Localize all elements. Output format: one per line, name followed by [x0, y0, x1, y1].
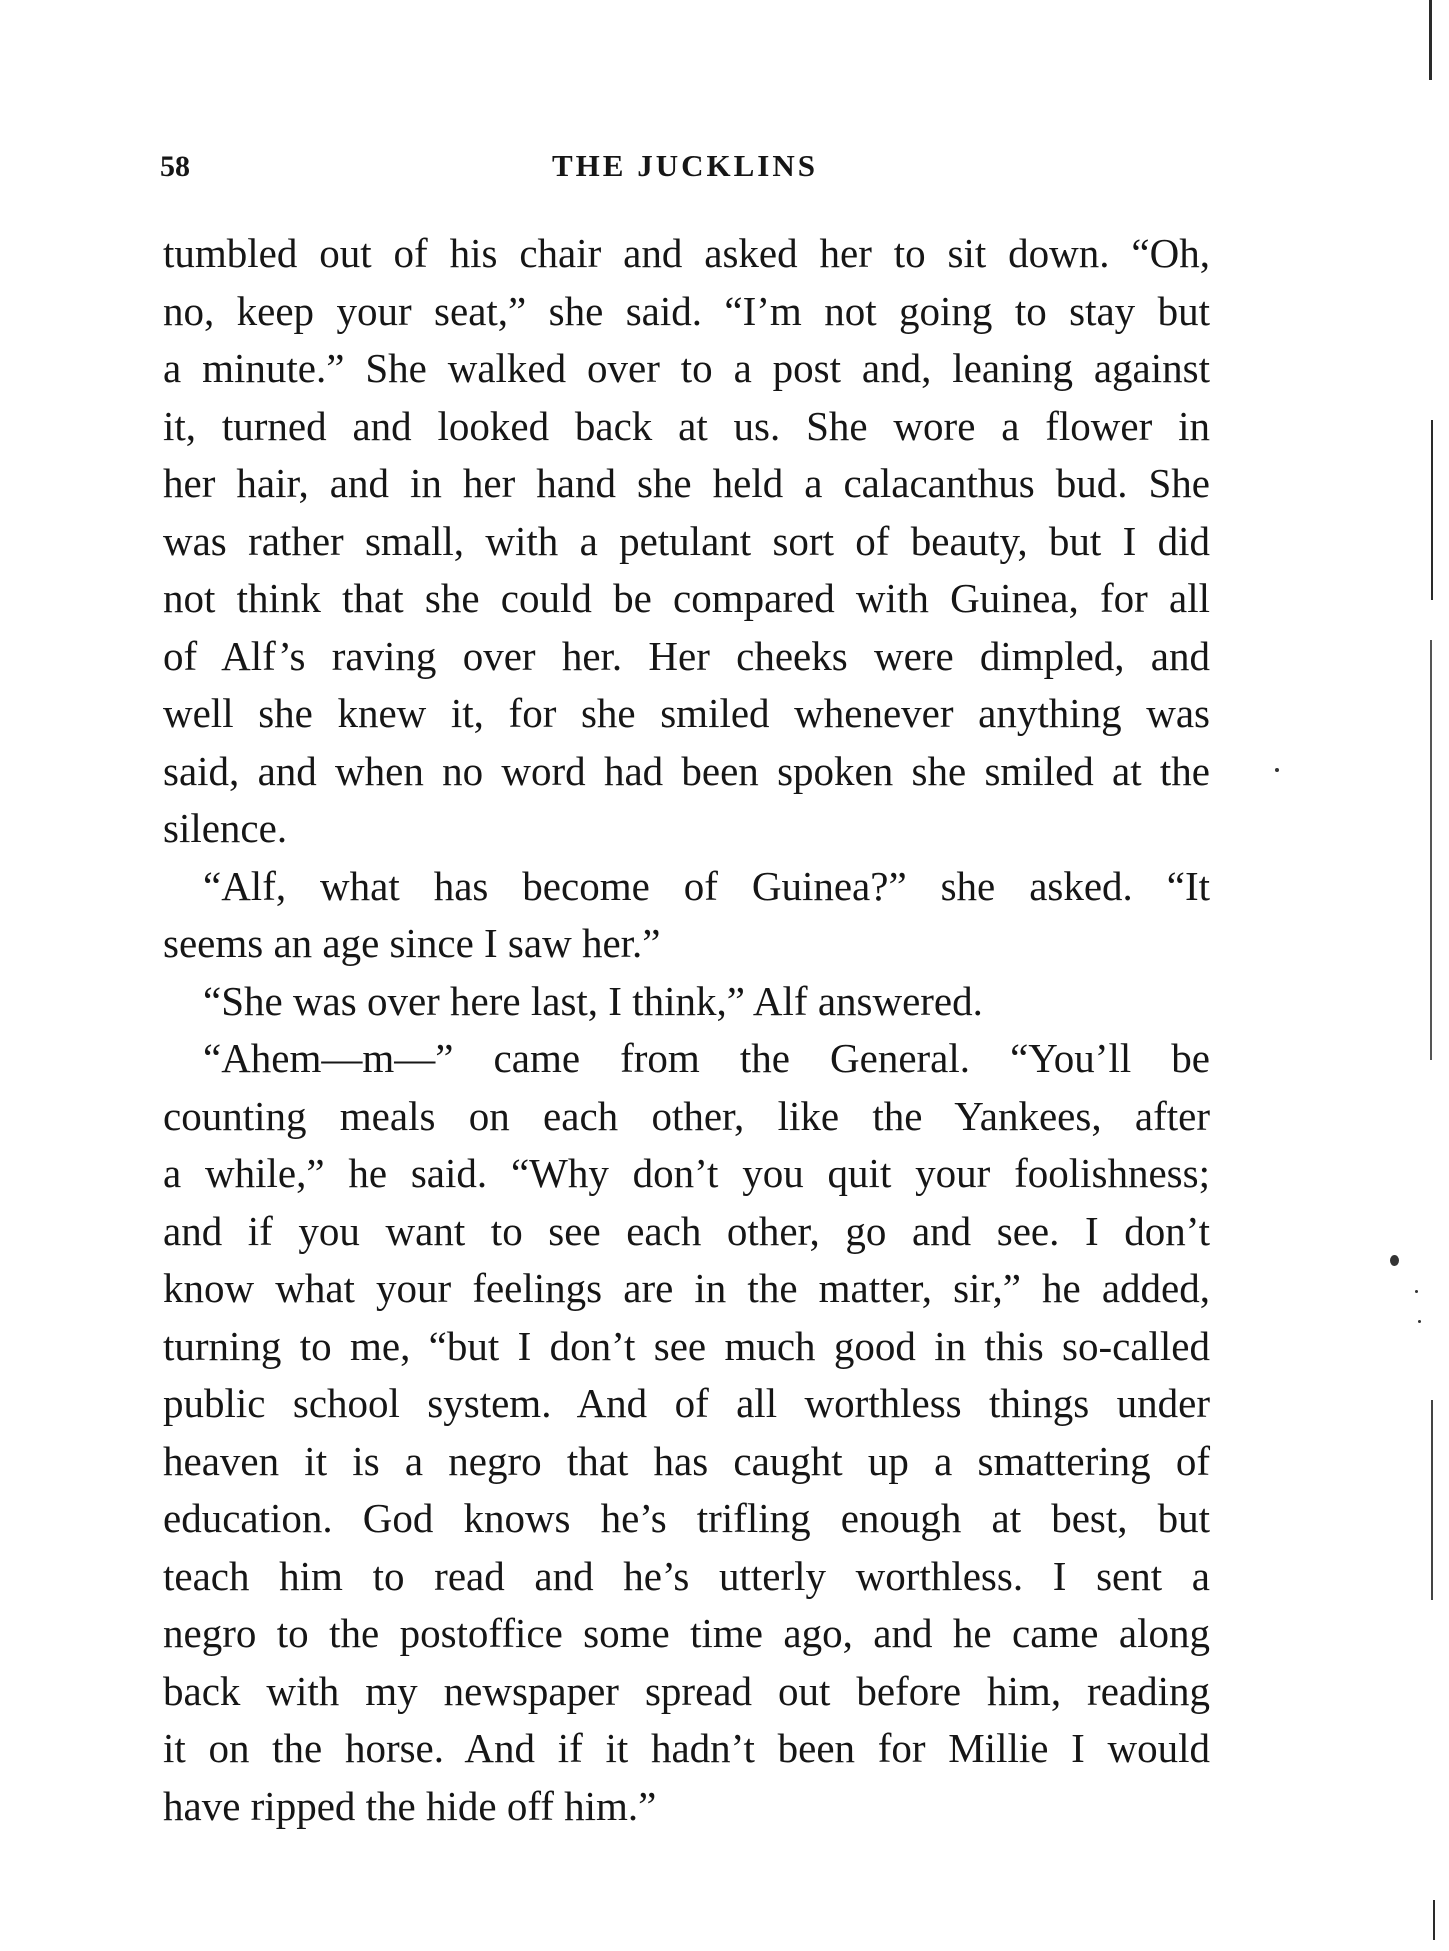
ink-speck	[1415, 1290, 1418, 1293]
text-line: teach him to read and he’s utterly worthless. I sent a	[163, 1552, 1210, 1599]
text-line: back with my newspaper spread out before him, reading	[163, 1667, 1210, 1714]
ink-speck	[1275, 768, 1279, 772]
body-text	[163, 225, 1210, 1835]
text-line: education. God knows he’s trifling enough at best, but	[163, 1495, 1210, 1541]
text-line: not think that she could be compared with Guinea, for all	[163, 575, 1210, 621]
page-number: 58	[160, 150, 190, 183]
text-line: no, keep your seat,” she said. “I’m not going to stay but	[163, 287, 1210, 334]
text-line: “Alf, what has become of Guinea?” she asked. “It	[203, 862, 1210, 909]
binding-line	[1430, 640, 1432, 1060]
binding-shadow	[1409, 0, 1449, 1951]
paragraph-2	[163, 858, 1210, 973]
text-line: seems an age since I saw her.”	[163, 920, 661, 966]
text-line: it on the horse. And if it hadn’t been for Millie I would	[163, 1725, 1210, 1771]
text-line: it, turned and looked back at us. She wore a flower in	[163, 402, 1210, 449]
text-line: and if you want to see each other, go and see. I don’t	[163, 1207, 1210, 1254]
running-head	[160, 140, 1210, 190]
text-line: a while,” he said. “Why don’t you quit your foolishness;	[163, 1150, 1210, 1196]
text-line: said, and when no word had been spoken she smiled at the	[163, 747, 1210, 794]
text-line: “Ahem—m—” came from the General. “You’ll be	[203, 1035, 1210, 1081]
ink-speck	[1418, 1320, 1421, 1323]
text-line: well she knew it, for she smiled whenever anything was	[163, 690, 1210, 736]
text-line: silence.	[163, 805, 288, 851]
binding-line	[1431, 420, 1433, 600]
text-line: negro to the postoffice some time ago, and he came along	[163, 1610, 1210, 1656]
paragraph-3	[163, 973, 1210, 1031]
binding-line	[1433, 1900, 1435, 1940]
paragraph-1	[163, 225, 1210, 858]
ink-speck	[1390, 1255, 1399, 1266]
text-line: turning to me, “but I don’t see much good in this so-called	[163, 1322, 1210, 1369]
running-title: THE JUCKLINS	[552, 148, 818, 183]
binding-line	[1429, 0, 1432, 80]
binding-line	[1431, 1400, 1433, 1600]
text-line: her hair, and in her hand she held a calacanthus bud. She	[163, 460, 1210, 506]
paragraph-4	[163, 1030, 1210, 1835]
text-line: have ripped the hide off him.”	[163, 1782, 657, 1829]
text-line: public school system. And of all worthless things under	[163, 1380, 1210, 1426]
text-line: of Alf’s raving over her. Her cheeks were dimpled, and	[163, 632, 1210, 679]
text-line: tumbled out of his chair and asked her to sit down. “Oh,	[163, 230, 1210, 276]
text-line: “She was over here last, I think,” Alf answered.	[203, 977, 983, 1024]
text-line: know what your feelings are in the matter, sir,” he added,	[163, 1265, 1210, 1311]
text-line: heaven it is a negro that has caught up a smattering of	[163, 1437, 1210, 1484]
text-line: counting meals on each other, like the Yankees, after	[163, 1092, 1210, 1139]
text-line: was rather small, with a petulant sort of beauty, but I did	[163, 517, 1210, 564]
text-line: a minute.” She walked over to a post and, leaning against	[163, 345, 1210, 391]
